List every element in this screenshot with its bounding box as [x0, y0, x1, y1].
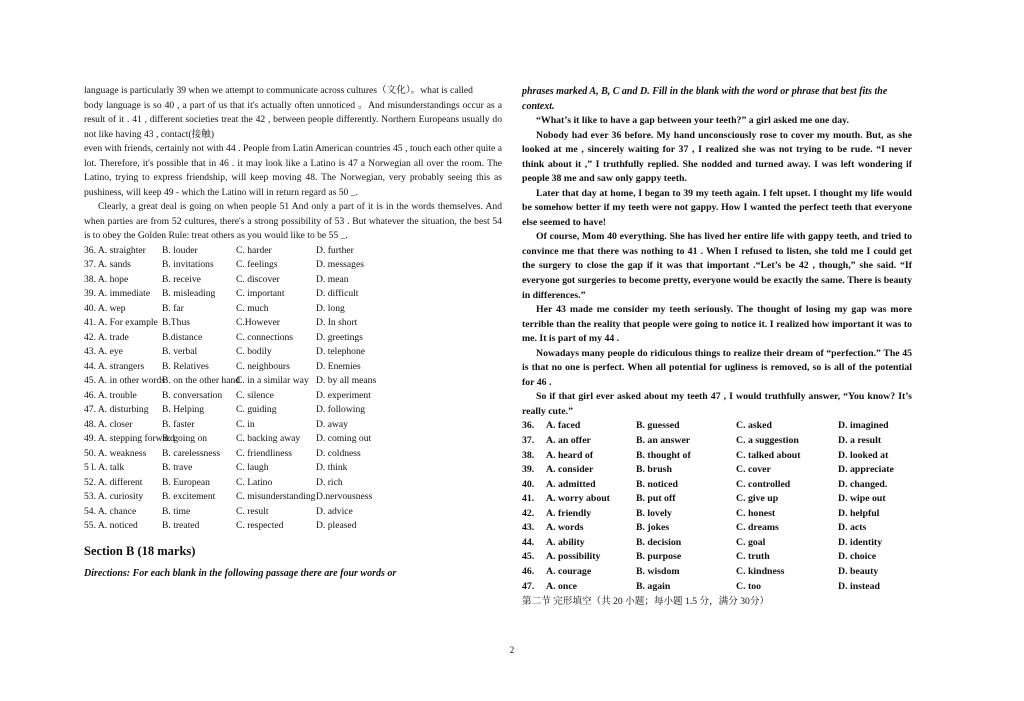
- option-text: 44. A. strangers: [84, 360, 145, 372]
- option-text: C. backing away: [236, 433, 301, 444]
- option-text: A. faced: [546, 420, 581, 432]
- option-text: 39. A. immediate: [84, 288, 151, 299]
- option-text: C. guiding: [236, 404, 277, 415]
- option-text: C. in: [236, 418, 255, 430]
- option-text: 50. A. weakness: [84, 447, 147, 459]
- option-text: D. appreciate: [838, 464, 894, 476]
- option-row: [84, 244, 502, 259]
- option-text: B. Helping: [162, 404, 205, 415]
- option-text: 45. A. in other words: [84, 375, 166, 386]
- option-row: [84, 287, 502, 302]
- option-text: B. thought of: [636, 449, 691, 461]
- option-text: 43. A. eye: [84, 346, 123, 357]
- option-text: B. conversation: [162, 389, 223, 401]
- option-text: A. possibility: [546, 551, 601, 563]
- option-text: B. guessed: [636, 420, 680, 432]
- option-text: B. carelessness: [162, 447, 221, 459]
- option-text: 37. A. sands: [84, 259, 131, 270]
- option-text: 53. A. curiosity: [84, 491, 144, 502]
- passage-paragraph: body language is so 40 , a part of us that it's actually often unnoticed 。And misunderstandings occur as a result of it . 41 , different societies treat the 42 , between people differently. Northern Europeans usually do not like having 43 , contact(接触): [84, 99, 502, 140]
- option-text: D. Enemies: [316, 360, 361, 372]
- option-text: A. friendly: [546, 507, 592, 519]
- option-text: B.distance: [162, 331, 203, 343]
- option-text: B. excitement: [162, 491, 216, 502]
- option-text: C. asked: [736, 420, 772, 432]
- option-text: B. receive: [162, 273, 201, 285]
- option-text: 41. A. For example: [84, 317, 158, 328]
- option-text: 40.: [522, 478, 535, 490]
- option-text: D. away: [316, 418, 348, 430]
- option-row: [522, 565, 912, 580]
- option-text: D. beauty: [838, 565, 879, 577]
- option-text: B. invitations: [162, 259, 214, 270]
- option-text: C. give up: [736, 493, 779, 505]
- option-text: 45.: [522, 551, 535, 563]
- option-text: D. coming out: [316, 433, 372, 444]
- option-text: B. noticed: [636, 478, 678, 490]
- option-text: D. following: [316, 404, 366, 415]
- option-row: [522, 580, 912, 595]
- option-text: B. trave: [162, 462, 193, 473]
- option-text: 55. A. noticed: [84, 520, 138, 531]
- option-text: C. kindness: [736, 565, 785, 577]
- option-text: C. honest: [736, 507, 776, 519]
- option-text: D. mean: [316, 273, 349, 285]
- options-list-36-55: [84, 244, 502, 534]
- directions-text: Directions: For each blank in the following passage there are four words or: [84, 568, 397, 579]
- option-text: A. admitted: [546, 478, 596, 490]
- option-row: [522, 478, 912, 493]
- story-paragraph: Later that day at home, I began to 39 my teeth again. I felt upset. I thought my life would be somehow better if my teeth were not gappy. How I wanted the perfect teeth that everyone else seemed to have!: [522, 187, 912, 228]
- page-number: 2: [509, 645, 515, 655]
- options-list-36-47: [522, 419, 912, 594]
- directions-continued: phrases marked A, B, C and D. Fill in the blank with the word or phrase that best fits the context.: [522, 86, 888, 112]
- option-text: A. worry about: [546, 493, 610, 505]
- passage-paragraph: even with friends, certainly not with 44 . People from Latin American countries 45 , touch each other quite a lot. Therefore, it's possible that in 46 . it may look like a Latino is 47 a Norwegian all over the room. The Latino, trying to express friendship, will keep moving 48. The Norwegian, very probably seeing this as pushiness, will keep 49 - which the Latino will in return regard as 50 _.: [84, 143, 502, 198]
- option-text: A. heard of: [546, 449, 594, 461]
- option-text: C. silence: [236, 389, 274, 401]
- option-row: [84, 418, 502, 433]
- option-text: B. purpose: [636, 551, 682, 563]
- option-text: 47.: [522, 580, 535, 592]
- option-text: B. faster: [162, 418, 195, 430]
- option-text: B. louder: [162, 244, 198, 256]
- option-row: [522, 550, 912, 565]
- option-text: B. far: [162, 302, 184, 314]
- option-text: 39.: [522, 464, 535, 476]
- option-text: C. connections: [236, 331, 294, 343]
- option-text: 52. A. different: [84, 476, 143, 488]
- option-text: 36. A. straighter: [84, 244, 146, 256]
- option-row: [522, 434, 912, 449]
- option-text: 42. A. trade: [84, 331, 129, 343]
- option-text: C. a suggestion: [736, 435, 799, 447]
- option-text: D. identity: [838, 536, 883, 548]
- left-column: [84, 84, 502, 581]
- option-text: B.Thus: [162, 317, 190, 328]
- option-text: 5 l. A. talk: [84, 462, 125, 473]
- option-text: A. ability: [546, 536, 585, 548]
- option-text: B. going on: [162, 433, 208, 444]
- option-text: D. by all means: [316, 375, 377, 386]
- option-text: C. result: [236, 505, 269, 517]
- option-text: B. again: [636, 580, 671, 592]
- option-text: C. Latino: [236, 476, 273, 488]
- option-text: C. neighbours: [236, 360, 290, 372]
- option-text: C.However: [236, 317, 280, 328]
- option-text: D. wipe out: [838, 493, 886, 505]
- option-row: [522, 419, 912, 434]
- option-row: [84, 302, 502, 317]
- option-row: [84, 505, 502, 520]
- option-text: B. on the other hand: [162, 375, 241, 386]
- option-text: C. truth: [736, 551, 770, 563]
- option-text: D. acts: [838, 522, 867, 534]
- section-b-title: Section B (18 marks): [84, 543, 196, 558]
- story-paragraph: So if that girl ever asked about my teeth 47 , I would truthfully answer, “You know? It’s really cute.”: [522, 391, 912, 417]
- option-row: [84, 403, 502, 418]
- story-paragraph: Her 43 made me consider my teeth seriously. The thought of losing my gap was more terrible than the reality that people were going to notice it. I realized how important it was to me. It is part of my 44 .: [522, 304, 912, 345]
- option-text: 44.: [522, 536, 535, 548]
- option-text: D. pleased: [316, 520, 357, 531]
- option-row: [84, 461, 502, 476]
- option-text: C. cover: [736, 464, 771, 476]
- right-column: [522, 84, 912, 610]
- option-text: 40. A. wep: [84, 302, 126, 314]
- option-text: B. misleading: [162, 288, 216, 299]
- option-text: C. harder: [236, 244, 272, 256]
- option-text: 38.: [522, 449, 535, 461]
- option-row: [84, 316, 502, 331]
- option-text: 42.: [522, 507, 535, 519]
- passage-line: language is particularly 39 when we attempt to communicate across cultures（文化）。what is called: [84, 85, 473, 96]
- option-row: [84, 447, 502, 462]
- option-text: 38. A. hope: [84, 273, 129, 285]
- option-row: [522, 507, 912, 522]
- option-text: D. coldness: [316, 447, 361, 459]
- option-row: [522, 521, 912, 536]
- option-text: D. a result: [838, 435, 882, 447]
- option-text: C. dreams: [736, 522, 779, 534]
- option-text: D.nervousness: [316, 491, 373, 502]
- option-row: [84, 389, 502, 404]
- option-text: C. bodily: [236, 346, 272, 357]
- story-paragraph: Nowadays many people do ridiculous things to realize their dream of “perfection.” The 45 is that no one is perfect. When all potential for ugliness is removed, so is all of the potential for 46 .: [522, 347, 912, 388]
- option-text: 49. A. stepping forward: [84, 433, 175, 444]
- option-text: 47. A. disturbing: [84, 404, 149, 415]
- option-text: B. wisdom: [636, 565, 680, 577]
- option-text: C. misunderstanding: [236, 491, 316, 502]
- option-text: 46.: [522, 565, 535, 577]
- option-text: 37.: [522, 435, 535, 447]
- option-text: D. further: [316, 244, 354, 256]
- option-row: [84, 432, 502, 447]
- option-row: [84, 258, 502, 273]
- option-text: C. feelings: [236, 259, 278, 270]
- option-text: C. much: [236, 302, 269, 314]
- option-row: [522, 449, 912, 464]
- option-text: B. treated: [162, 520, 200, 531]
- option-text: B. jokes: [636, 522, 670, 534]
- option-text: D. choice: [838, 551, 877, 563]
- option-text: B. brush: [636, 464, 672, 476]
- option-text: D. long: [316, 302, 345, 314]
- option-text: C. in a similar way: [236, 375, 309, 386]
- option-row: [84, 331, 502, 346]
- option-text: D. advice: [316, 505, 353, 517]
- option-text: C. respected: [236, 520, 284, 531]
- option-row: [84, 360, 502, 375]
- option-text: 54. A. chance: [84, 505, 137, 517]
- option-text: D. helpful: [838, 507, 880, 519]
- option-text: 43.: [522, 522, 535, 534]
- option-text: 36.: [522, 420, 535, 432]
- option-text: B. European: [162, 476, 210, 488]
- option-text: C. too: [736, 580, 762, 592]
- option-text: A. courage: [546, 565, 592, 577]
- section-footer-cn: 第二节 完形填空（共 20 小题；每小题 1.5 分，满分 30分）: [522, 596, 770, 608]
- option-text: B. lovely: [636, 507, 672, 519]
- option-text: D. messages: [316, 259, 364, 270]
- option-text: D. telephone: [316, 346, 366, 357]
- option-row: [84, 519, 502, 534]
- option-text: D. In short: [316, 317, 358, 328]
- option-row: [522, 492, 912, 507]
- option-text: C. goal: [736, 536, 766, 548]
- option-text: A. words: [546, 522, 584, 534]
- story-paragraph: Of course, Mom 40 everything. She has lived her entire life with gappy teeth, and tried to convince me that there was nothing to 41 . When I refused to listen, she told me I could get the surgery to close the gap if it was that important .“Let’s be 42 , though,” she said. “If everyone got surgeries to become pretty, everyone would be exactly the same. There is beauty in differences.”: [522, 231, 912, 301]
- option-text: B. decision: [636, 536, 682, 548]
- story-paragraph: Nobody had ever 36 before. My hand unconsciously rose to cover my mouth. But, as she looked at me , sincerely waiting for 37 , I realized she was not trying to be rude. “I never think about it ,” I truthfully replied. She nodded and turned away. I was left wondering if people 38 me and saw only gappy teeth.: [522, 129, 912, 185]
- option-text: A. once: [546, 580, 578, 592]
- option-row: [84, 490, 502, 505]
- option-row: [84, 374, 502, 389]
- option-text: D. greetings: [316, 331, 363, 343]
- option-text: D. difficult: [316, 288, 359, 299]
- option-text: 46. A. trouble: [84, 389, 137, 401]
- option-text: C. discover: [236, 273, 280, 285]
- option-text: B. an answer: [636, 435, 691, 447]
- option-text: 48. A. closer: [84, 418, 133, 430]
- option-row: [84, 273, 502, 288]
- option-text: C. important: [236, 288, 285, 299]
- option-text: A. an offer: [546, 435, 591, 447]
- passage-paragraph: Clearly, a great deal is going on when people 51 And only a part of it is in the words themselves. And when parties are from 52 cultures, there's a strong possibility of 53 . But whatever the situation, the best 54 is to obey the Golden Rule: treat others as you would like to be 55 _.: [84, 201, 502, 241]
- option-text: C. controlled: [736, 478, 791, 490]
- option-text: B. Relatives: [162, 360, 209, 372]
- option-text: D. rich: [316, 476, 343, 488]
- option-row: [522, 463, 912, 478]
- option-text: D. imagined: [838, 420, 889, 432]
- option-text: D. think: [316, 462, 348, 473]
- option-row: [84, 476, 502, 491]
- option-text: B. time: [162, 505, 191, 517]
- option-text: B. put off: [636, 493, 676, 505]
- option-text: D. changed.: [838, 478, 888, 490]
- option-text: C. friendliness: [236, 447, 292, 459]
- option-text: D. looked at: [838, 449, 889, 461]
- option-row: [522, 536, 912, 551]
- option-text: D. instead: [838, 580, 880, 592]
- option-text: D. experiment: [316, 389, 371, 401]
- story-paragraph: “What’s it like to have a gap between your teeth?” a girl asked me one day.: [536, 115, 849, 126]
- option-row: [84, 345, 502, 360]
- option-text: B. verbal: [162, 346, 198, 357]
- option-text: 41.: [522, 493, 535, 505]
- option-text: C. laugh: [236, 462, 269, 473]
- option-text: A. consider: [546, 464, 594, 476]
- option-text: C. talked about: [736, 449, 801, 461]
